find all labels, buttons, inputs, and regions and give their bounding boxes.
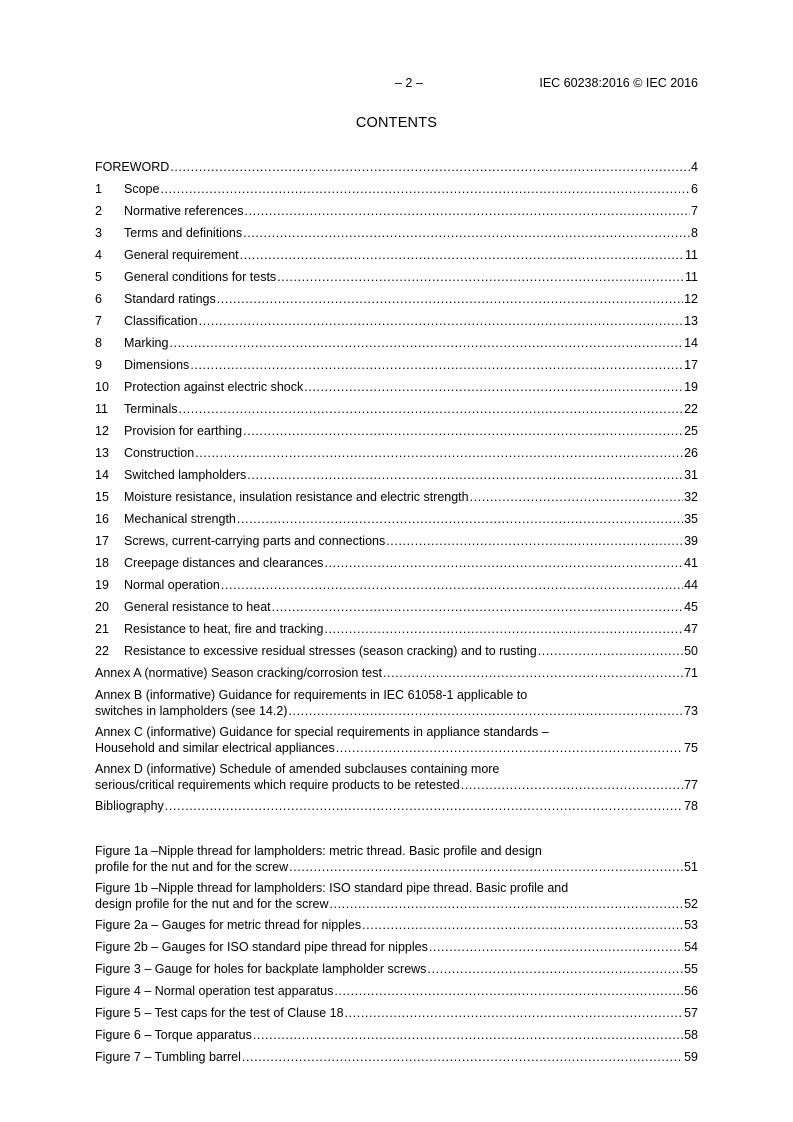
- toc-line: [95, 401, 698, 417]
- page-ref[interactable]: 41: [684, 556, 698, 570]
- entry-title[interactable]: Classification: [124, 314, 198, 328]
- toc-line: [95, 859, 698, 875]
- clause-number: 7: [95, 314, 102, 328]
- page-ref[interactable]: 59: [684, 1050, 698, 1064]
- toc-line: [95, 467, 698, 483]
- toc-line: [95, 643, 698, 659]
- toc-line: [95, 896, 698, 912]
- figure-entry[interactable]: [95, 961, 698, 983]
- entry-title-line: Annex D (informative) Schedule of amended subclauses containing more: [95, 762, 500, 776]
- page-ref[interactable]: 75: [684, 741, 698, 755]
- entry-title[interactable]: Standard ratings: [124, 292, 216, 306]
- clause-number: 22: [95, 644, 109, 658]
- page-ref[interactable]: 8: [691, 226, 698, 240]
- entry-title[interactable]: Figure 7 – Tumbling barrel: [95, 1050, 241, 1064]
- dot-leader: [243, 225, 690, 241]
- page-ref[interactable]: 51: [684, 860, 698, 874]
- toc-line: [95, 533, 698, 549]
- page-ref[interactable]: 44: [684, 578, 698, 592]
- toc-entry[interactable]: [95, 555, 698, 577]
- clause-number: 9: [95, 358, 102, 372]
- entry-title[interactable]: General requirement: [124, 248, 239, 262]
- page-title: CONTENTS: [355, 115, 438, 131]
- standard-reference: IEC 60238:2016 © IEC 2016: [539, 76, 698, 90]
- entry-title[interactable]: Resistance to excessive residual stresses (season cracking) and to rusting: [124, 644, 537, 658]
- dot-leader: [160, 181, 690, 197]
- clause-number: 14: [95, 468, 109, 482]
- page-ref[interactable]: 11: [685, 248, 698, 262]
- page-ref[interactable]: 78: [684, 799, 698, 813]
- toc-line: [95, 269, 698, 285]
- dot-leader: [237, 511, 683, 527]
- figure-entry[interactable]: [95, 880, 698, 917]
- entry-title[interactable]: Normative references: [124, 204, 244, 218]
- toc-line: [95, 1049, 698, 1065]
- toc-entry[interactable]: [95, 445, 698, 467]
- dot-leader: [217, 291, 683, 307]
- dot-leader: [240, 247, 684, 263]
- toc-line: [95, 577, 698, 593]
- toc-entry[interactable]: [95, 621, 698, 643]
- figure-entry[interactable]: [95, 1049, 698, 1071]
- toc-line: [95, 917, 698, 933]
- annex-entry[interactable]: [95, 761, 698, 798]
- toc-line: [95, 621, 698, 637]
- annex-entry[interactable]: [95, 724, 698, 761]
- toc-line: [95, 798, 698, 814]
- dot-leader: [245, 203, 691, 219]
- entry-title[interactable]: General resistance to heat: [124, 600, 271, 614]
- toc-line: [95, 703, 698, 719]
- entry-title[interactable]: Normal operation: [124, 578, 220, 592]
- toc-line: [95, 225, 698, 241]
- dot-leader: [324, 621, 683, 637]
- dot-leader: [242, 1049, 683, 1065]
- page-ref[interactable]: 4: [691, 160, 698, 174]
- page-ref[interactable]: 58: [684, 1028, 698, 1042]
- entry-title[interactable]: Terminals: [124, 402, 178, 416]
- dot-leader: [429, 939, 683, 955]
- toc-line: [95, 777, 698, 793]
- toc-line: [95, 665, 698, 681]
- clause-number: 6: [95, 292, 102, 306]
- clause-number: 3: [95, 226, 102, 240]
- toc-line: [95, 335, 698, 351]
- dot-leader: [289, 859, 683, 875]
- page-ref[interactable]: 47: [684, 622, 698, 636]
- dot-leader: [304, 379, 683, 395]
- toc-entry[interactable]: [95, 489, 698, 511]
- toc-entry[interactable]: [95, 423, 698, 445]
- toc-entry[interactable]: [95, 335, 698, 357]
- entry-title[interactable]: Figure 2a – Gauges for metric thread for nipples: [95, 918, 362, 932]
- toc-entry[interactable]: [95, 533, 698, 555]
- entry-title[interactable]: Construction: [124, 446, 195, 460]
- dot-leader: [345, 1005, 684, 1021]
- entry-title[interactable]: Bibliography: [95, 799, 164, 813]
- clause-number: 15: [95, 490, 109, 504]
- dot-leader: [362, 917, 683, 933]
- toc-line: [95, 961, 698, 977]
- dot-leader: [221, 577, 683, 593]
- figure-entry[interactable]: [95, 939, 698, 961]
- toc-entry[interactable]: [95, 467, 698, 489]
- clause-number: 18: [95, 556, 109, 570]
- entry-title[interactable]: Dimensions: [124, 358, 190, 372]
- toc-line: [95, 1005, 698, 1021]
- toc-entry[interactable]: [95, 511, 698, 533]
- clause-number: 10: [95, 380, 109, 394]
- toc-line: [95, 489, 698, 505]
- toc-entry[interactable]: [95, 401, 698, 423]
- clause-number: 17: [95, 534, 109, 548]
- dot-leader: [253, 1027, 683, 1043]
- annex-entry[interactable]: [95, 798, 698, 820]
- entry-title-line: Figure 1b –Nipple thread for lampholders: ISO standard pipe thread. Basic profile and: [95, 881, 569, 895]
- dot-leader: [170, 159, 690, 175]
- toc-line: [95, 379, 698, 395]
- dot-leader: [329, 896, 683, 912]
- toc-entry[interactable]: [95, 181, 698, 203]
- page-ref[interactable]: 7: [691, 204, 698, 218]
- entry-title[interactable]: serious/critical requirements which require products to be retested: [95, 778, 460, 792]
- dot-leader: [324, 555, 683, 571]
- dot-leader: [165, 798, 683, 814]
- dot-leader: [179, 401, 684, 417]
- page-ref[interactable]: 17: [684, 358, 698, 372]
- page-number: – 2 –: [395, 76, 423, 90]
- entry-title[interactable]: Figure 2b – Gauges for ISO standard pipe thread for nipples: [95, 940, 428, 954]
- dot-leader: [199, 313, 683, 329]
- entry-title[interactable]: Resistance to heat, fire and tracking: [124, 622, 324, 636]
- toc-line: [95, 939, 698, 955]
- toc-entry[interactable]: [95, 643, 698, 665]
- page-ref[interactable]: 54: [684, 940, 698, 954]
- table-of-contents: [95, 159, 698, 820]
- entry-title[interactable]: Terms and definitions: [124, 226, 243, 240]
- page-ref[interactable]: 50: [684, 644, 698, 658]
- figure-entry[interactable]: [95, 843, 698, 880]
- toc-line: [95, 511, 698, 527]
- dot-leader: [169, 335, 683, 351]
- page-ref[interactable]: 12: [684, 292, 698, 306]
- page-ref[interactable]: 25: [684, 424, 698, 438]
- toc-entry[interactable]: [95, 159, 698, 181]
- page-ref[interactable]: 35: [684, 512, 698, 526]
- dot-leader: [288, 703, 683, 719]
- toc-entry[interactable]: [95, 599, 698, 621]
- entry-title[interactable]: Figure 4 – Normal operation test apparatus: [95, 984, 334, 998]
- toc-entry[interactable]: [95, 247, 698, 269]
- page-header: [95, 76, 698, 92]
- clause-number: 5: [95, 270, 102, 284]
- list-of-figures: [95, 843, 698, 1071]
- page-ref[interactable]: 32: [684, 490, 698, 504]
- clause-number: 11: [95, 402, 108, 416]
- toc-entry[interactable]: [95, 225, 698, 247]
- entry-title[interactable]: General conditions for tests: [124, 270, 277, 284]
- page-ref[interactable]: 6: [691, 182, 698, 196]
- dot-leader: [386, 533, 683, 549]
- page-ref[interactable]: 26: [684, 446, 698, 460]
- toc-line: [95, 599, 698, 615]
- toc-line: [95, 247, 698, 263]
- toc-line: [95, 181, 698, 197]
- toc-line: [95, 983, 698, 999]
- page-ref[interactable]: 53: [684, 918, 698, 932]
- annex-entry[interactable]: [95, 687, 698, 724]
- toc-line: [95, 740, 698, 756]
- dot-leader: [195, 445, 683, 461]
- toc-line: [95, 423, 698, 439]
- toc-line: [95, 1027, 698, 1043]
- annex-entry[interactable]: [95, 665, 698, 687]
- figure-entry[interactable]: [95, 1005, 698, 1027]
- toc-entry[interactable]: [95, 291, 698, 313]
- entry-title[interactable]: Screws, current-carrying parts and connections: [124, 534, 386, 548]
- entry-title-line: Annex C (informative) Guidance for special requirements in appliance standards –: [95, 725, 549, 739]
- page-ref[interactable]: 73: [684, 704, 698, 718]
- entry-title[interactable]: FOREWORD: [95, 160, 170, 174]
- page-ref[interactable]: 13: [684, 314, 698, 328]
- toc-line: [95, 313, 698, 329]
- toc-entry[interactable]: [95, 357, 698, 379]
- page-ref[interactable]: 19: [684, 380, 698, 394]
- toc-entry[interactable]: [95, 379, 698, 401]
- dot-leader: [334, 983, 683, 999]
- entry-title-line: Figure 1a –Nipple thread for lampholders: metric thread. Basic profile and design: [95, 844, 542, 858]
- entry-title[interactable]: Mechanical strength: [124, 512, 236, 526]
- page-ref[interactable]: 52: [684, 897, 698, 911]
- dot-leader: [272, 599, 683, 615]
- dot-leader: [538, 643, 683, 659]
- page-ref[interactable]: 71: [684, 666, 698, 680]
- entry-title[interactable]: Household and similar electrical appliances: [95, 741, 335, 755]
- clause-number: 4: [95, 248, 102, 262]
- entry-title[interactable]: Scope: [124, 182, 160, 196]
- dot-leader: [461, 777, 683, 793]
- page-ref[interactable]: 39: [684, 534, 698, 548]
- entry-title[interactable]: Figure 3 – Gauge for holes for backplate lampholder screws: [95, 962, 427, 976]
- dot-leader: [247, 467, 683, 483]
- entry-title[interactable]: switches in lampholders (see 14.2): [95, 704, 288, 718]
- entry-title[interactable]: Annex A (normative) Season cracking/corrosion test: [95, 666, 382, 680]
- dot-leader: [336, 740, 683, 756]
- toc-line: [95, 555, 698, 571]
- entry-title[interactable]: Switched lampholders: [124, 468, 247, 482]
- entry-title[interactable]: design profile for the nut and for the screw: [95, 897, 329, 911]
- toc-entry[interactable]: [95, 269, 698, 291]
- page-ref[interactable]: 31: [684, 468, 698, 482]
- toc-line: [95, 203, 698, 219]
- clause-number: 19: [95, 578, 109, 592]
- toc-line: [95, 445, 698, 461]
- dot-leader: [277, 269, 684, 285]
- page-ref[interactable]: 77: [684, 778, 698, 792]
- clause-number: 8: [95, 336, 102, 350]
- toc-line: [95, 357, 698, 373]
- clause-number: 20: [95, 600, 109, 614]
- clause-number: 2: [95, 204, 102, 218]
- figure-entry[interactable]: [95, 983, 698, 1005]
- entry-title[interactable]: Figure 5 – Test caps for the test of Clause 18: [95, 1006, 344, 1020]
- entry-title[interactable]: profile for the nut and for the screw: [95, 860, 289, 874]
- figure-entry[interactable]: [95, 1027, 698, 1049]
- figure-entry[interactable]: [95, 917, 698, 939]
- entry-title[interactable]: Provision for earthing: [124, 424, 243, 438]
- entry-title-line: Annex B (informative) Guidance for requirements in IEC 61058-1 applicable to: [95, 688, 528, 702]
- clause-number: 12: [95, 424, 109, 438]
- clause-number: 13: [95, 446, 109, 460]
- entry-title[interactable]: Creepage distances and clearances: [124, 556, 324, 570]
- page-ref[interactable]: 14: [684, 336, 698, 350]
- dot-leader: [427, 961, 683, 977]
- dot-leader: [470, 489, 683, 505]
- page-ref[interactable]: 22: [684, 402, 698, 416]
- page-ref[interactable]: 11: [685, 270, 698, 284]
- clause-number: 16: [95, 512, 109, 526]
- toc-line: [95, 159, 698, 175]
- entry-title[interactable]: Figure 6 – Torque apparatus: [95, 1028, 252, 1042]
- entry-title[interactable]: Protection against electric shock: [124, 380, 304, 394]
- toc-line: [95, 291, 698, 307]
- page-ref[interactable]: 56: [684, 984, 698, 998]
- toc-entry[interactable]: [95, 313, 698, 335]
- entry-title[interactable]: Moisture resistance, insulation resistance and electric strength: [124, 490, 469, 504]
- page-ref[interactable]: 57: [684, 1006, 698, 1020]
- toc-entry[interactable]: [95, 577, 698, 599]
- page-ref[interactable]: 55: [684, 962, 698, 976]
- dot-leader: [243, 423, 683, 439]
- clause-number: 21: [95, 622, 109, 636]
- entry-title[interactable]: Marking: [124, 336, 169, 350]
- dot-leader: [190, 357, 683, 373]
- dot-leader: [383, 665, 683, 681]
- clause-number: 1: [95, 182, 102, 196]
- toc-entry[interactable]: [95, 203, 698, 225]
- page-ref[interactable]: 45: [684, 600, 698, 614]
